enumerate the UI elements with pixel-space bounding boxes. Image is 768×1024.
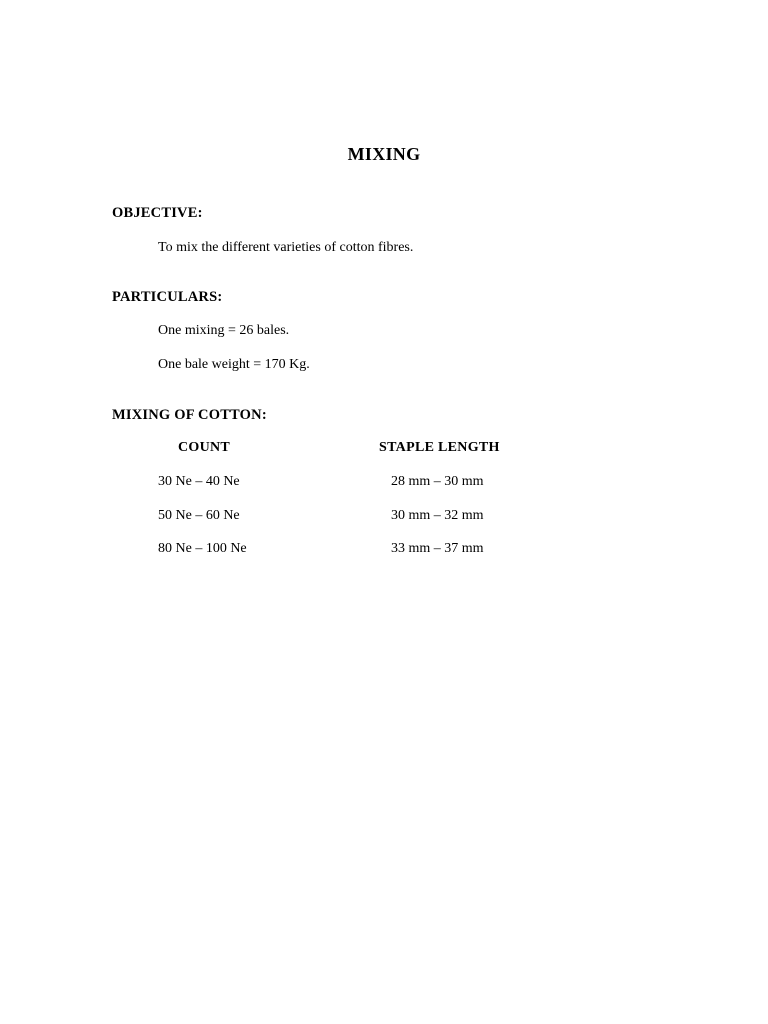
particulars-line: One bale weight = 170 Kg. <box>158 357 310 372</box>
staple-length-cell: 28 mm – 30 mm <box>391 474 484 489</box>
page-title: MIXING <box>347 144 421 164</box>
count-cell: 50 Ne – 60 Ne <box>158 508 240 523</box>
count-cell: 30 Ne – 40 Ne <box>158 474 240 489</box>
column-header-count: COUNT <box>178 440 231 455</box>
mixing-of-cotton-heading: MIXING OF COTTON: <box>112 407 267 423</box>
particulars-heading: PARTICULARS: <box>112 289 223 305</box>
column-header-staple-length: STAPLE LENGTH <box>379 440 500 455</box>
objective-text: To mix the different varieties of cotton fibres. <box>158 240 414 255</box>
staple-length-cell: 33 mm – 37 mm <box>391 541 484 556</box>
count-cell: 80 Ne – 100 Ne <box>158 541 247 556</box>
particulars-line: One mixing = 26 bales. <box>158 323 290 338</box>
objective-heading: OBJECTIVE: <box>112 205 203 221</box>
staple-length-cell: 30 mm – 32 mm <box>391 508 484 523</box>
